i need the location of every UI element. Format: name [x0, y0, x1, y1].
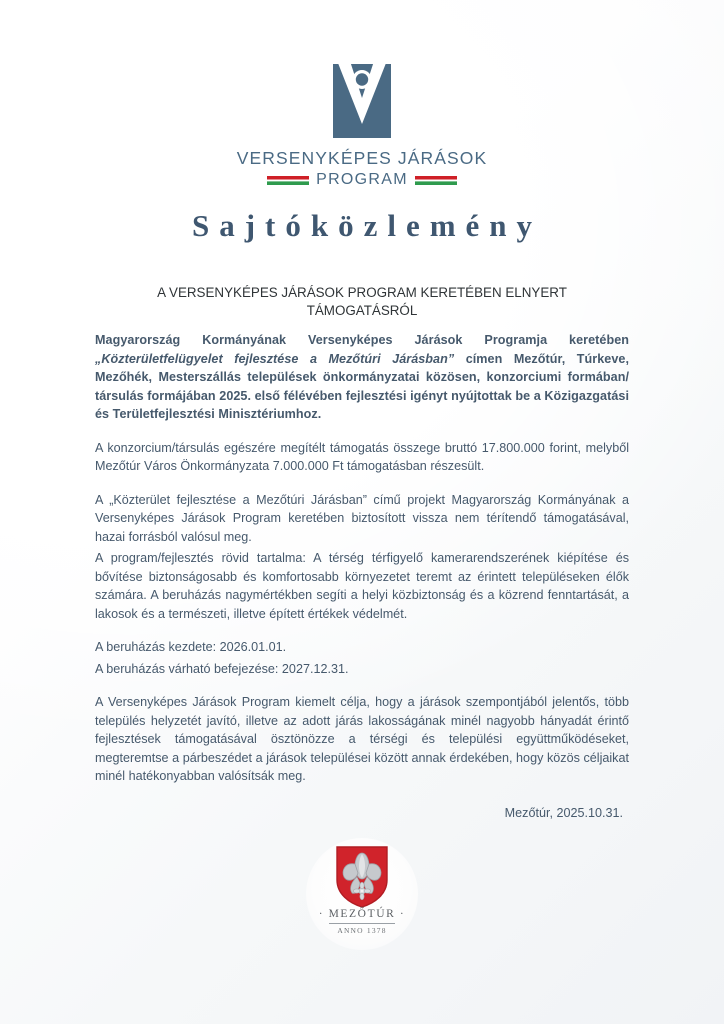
paragraph-lead — [95, 331, 629, 424]
hungarian-flag-bar-left-icon — [267, 176, 309, 185]
paragraph-funding: A konzorcium/társulás egészére megítélt támogatás összege bruttó 17.800.000 forint, melyből Mezőtúr Város Önkormányzata 7.000.000 Ft támogatásban részesült. — [95, 440, 629, 473]
program-logo-program-row — [0, 171, 724, 189]
document-body — [95, 331, 629, 820]
versenykepes-jarasok-shield-icon — [326, 62, 398, 140]
signature-place-date: Mezőtúr, 2025.10.31. — [504, 805, 623, 820]
hungarian-flag-bar-right-icon — [415, 176, 457, 185]
mezotur-coat-of-arms-icon — [334, 844, 390, 910]
lead-text-after-quote: címen Mezőtúr, Túrkeve, Mezőhék, Mesterszállás települések önkormányzatai közösen, konzorciumi formában/ társulás formájában 2025. első félévében fejlesztési igényt nyújtottak be a Közigazgatási és Területfejlesztési Minisztériumhoz. — [95, 351, 629, 421]
paragraph-program-content: A program/fejlesztés rövid tartalma: A térség térfigyelő kamerarendszerének kiépítése és bővítése biztonságosabb és komfortosabb környezetet teremt az érintett településeken élők számára. A beruházás nagymértékben segíti a helyi közbiztonság és a közrend fenntartását, a lakosok és a természeti, illetve épített értékek védelmét. — [95, 551, 629, 621]
city-crest-disc — [306, 838, 418, 950]
paragraph-program-goal: A Versenyképes Járások Program kiemelt célja, hogy a járások szempontjából jelentős, több település helyzetét javító, illetve az adott járás lakosságának minél nagyobb hányadát érintő fejlesztések támogatásával ösztönözze a térségi és települési együttműködéseket, megteremtse a párbeszédet a járások települései között annak érdekében, hogy közös céljaikat minél hatékonyabban valósítsák meg. — [95, 695, 629, 783]
page-title: Sajtóközlemény — [191, 208, 543, 243]
program-logo — [0, 62, 724, 189]
lead-text-before-quote: Magyarország Kormányának Versenyképes Járások Programja keretében — [95, 333, 629, 347]
paragraph-project-source: A „Közterület fejlesztése a Mezőtúri Járásban” című projekt Magyarország Kormányának a Versenyképes Járások Program keretében biztosított vissza nem térítendő támogatásával, hazai forrásból valósul meg. — [95, 492, 629, 544]
lead-project-title-quoted: „Közterületfelügyelet fejlesztése a Mezőtúri Járásban” — [95, 351, 455, 366]
program-logo-wordmark: VERSENYKÉPES JÁRÁSOK — [236, 148, 488, 168]
paragraph-start-date: A beruházás kezdete: 2026.01.01. — [95, 640, 287, 654]
city-crest — [0, 838, 724, 950]
crest-city-name: · MEZŐTÚR · — [318, 908, 406, 920]
program-logo-program-text: PROGRAM — [316, 171, 408, 189]
paragraph-end-date: A beruházás várható befejezése: 2027.12.31. — [95, 661, 349, 676]
crest-anno: ANNO 1378 — [337, 926, 387, 935]
page-subtitle: A VERSENYKÉPES JÁRÁSOK PROGRAM KERETÉBEN ELNYERT TÁMOGATÁSRÓL — [157, 285, 567, 319]
crest-divider — [329, 923, 395, 924]
